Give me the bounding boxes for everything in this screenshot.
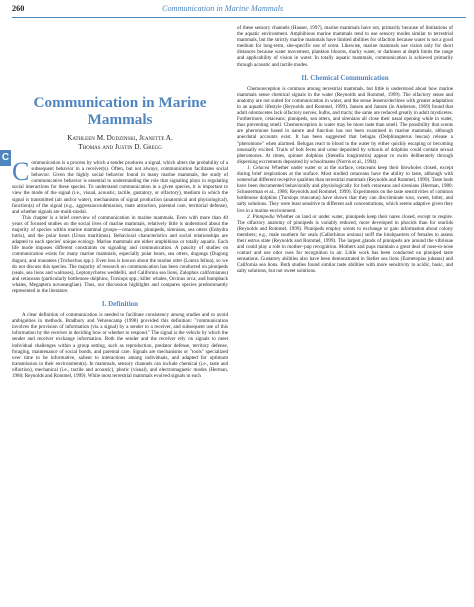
definition-paragraph: A clear definition of communication is needed to facilitate consistency among studies and to avoid ambiguities in methods. Bradbury and Vehrencamp (1998) provided this definition: "communication involves the provision of information (via a signal) by a sender to a receiver, and subsequent use of this information by the receiver in deciding how or whether to respond." The signal is the vehicle by which the sender and receiver exchange information. Both the sender and the receiver rely on signals to meet individual challenges within a group setting, such as reproduction, predator defense, territory defense, foraging, maintenance of social bonds, and parental care. Signals are mechanisms or "tools" specialized over time to be informative, salient to interactions among individuals, and adapted for optimum transmission in their environment(s). In mammals, sensory channels can include chemical (i.e., taste and olfaction), mechanical (i.e., tactile and acoustic), photic (visual), and electromagnetic modes (Herman, 1980; Reynolds and Rommel, 1999). While most terrestrial mammals evolved signals in each: [12, 312, 228, 379]
article-authors: [12, 134, 228, 152]
section-tab-letter: C: [0, 150, 11, 166]
cetacea-paragraph: 1. Cetacea Whether under water or at the surface, cetaceans keep their blowholes closed, except during brief respirations at the surface. Most studied cetaceans have the ability to taste, although with somewhat different receptive qualities than terrestrial mammals (Reynolds and Rommel, 1999). Taste buds have been documented behaviorally and physiologically for both cetaceans and sirenians (Herman, 1980; Schusterman et al., 1986; Reynolds and Rommel, 1999). Experiments on the taste sensitivities of common bottlenose dolphins (Tursiops truncatus) have shown that they can discriminate sour, sweet, bitter, and salty solutions. They were least sensitive to different salt concentrations, which seems adaptive given they live in a marine environment.: [237, 164, 454, 214]
authors-line1: Kathleen M. Dudzinski, Jeanette A.: [67, 134, 173, 142]
right-column: [237, 25, 453, 275]
article-title-line2: Mammals: [87, 110, 153, 128]
left-column: [12, 25, 228, 379]
cetacea-label: 1. Cetacea: [247, 164, 270, 171]
header-rule: [12, 17, 466, 18]
chemical-paragraph: Chemoreception is common among terrestrial mammals, but little is understood about how marine mammals sense chemical signals in the water (Reynolds and Rommel, 1999). The olfactory sense and anatomy are not suited for communication in water, and the sense lessens/declines with greater adaptation to an aquatic lifestyle (Reynolds and Rommel, 1999). Jansen and Jansen (in Anderson, 1969) found that adult odontocetes lack olfactory nerves, bulbs, and tracts; the same are reduced greatly in adult mysticetes. Furthermore, cetaceans, pinnipeds, sea otters, and sirenians all close their nasal opening while in water, thus preventing smell. Chemoreception in water may be more taste than smell. The possibility that scents are pheromone based in nature and function has not been examined in marine mammals, although anecdotal accounts exist. It has been suggested that belugas (Delphinapterus leucas) release a "pheromone" when alarmed. Belugas react to blood in the water by either quickly escaping or becoming unusually excited. Trails of bolt feces and urine deposited by schools of dolphins could contain sexual pheromones. At times, spinner dolphins (Stenella longirostris) appear to swim deliberately through dispersing excrements deposited by schoolmates (Norris et al., 1994).: [237, 85, 453, 165]
running-title: Communication in Marine Mammals: [162, 4, 284, 13]
page-header: [12, 4, 466, 18]
intro-paragraph-2: This chapter is a brief overview of communication in marine mammals. Even with more than 40 years of focused studies on the social lives of marine mammals, relatively little is understood about the majority of species within marine mammal groups—cetaceans, pinnipeds, sirenians, sea otters (Enhydra lutris), and the polar bears (Ursus maritimus). Behavioral characteristics and social relationships are adapted to each species' unique ecology. Marine mammals are either amphibious or totally aquatic. Each life mode imposes different constraints on signaling and communication. A paucity of studies on communication exists for many marine mammals, especially polar bears, sea otters, dugongs (Dugong dugon), and manatees (Trichechus spp.). Even less is known about the marine otter (Lontra felina), so we do not discuss this species. The majority of research on communication has been conducted on pinnipeds (seals, sea lions and walruses), Leptonychotes weddellii, and California sea lions, Zalophus californianus) and cetaceans (particularly bottlenose dolphins, Tursiops spp.; killer whales, Orcinus orca; and humpback whales, Megaptera novaeangliae). Thus, our discussion highlights and compares species predominantly represented in the literature.: [12, 214, 228, 294]
section-heading-definition: I. Definition: [101, 300, 139, 309]
page-number: 260: [12, 4, 25, 13]
article-title-line1: Communication in Marine: [33, 94, 207, 111]
pinnipedia-label: 2. Pinnipedia: [247, 213, 275, 220]
article-title: [12, 95, 228, 128]
pinnipedia-paragraph: 2. Pinnipedia Whether on land or under water, pinnipeds keep their nares closed, except to respire. The olfactory anatomy of pinnipeds is variably reduced, more developed in phocids than for otariids (Reynolds and Rommel, 1999). Pinnipeds employ scents to exchange or gain information about colony members; e.g., male southern fur seals (Callorhinus ursinus) sniff the hindquarters of females to assess their estrus state (Reynolds and Rommel, 1999). The largest glands of pinnipeds are around the vibrissae and could play a role in mother–pup recognition. Mothers and pups maintain a great deal of nose-to-nose contact and use odor cues for recognition in air. Little work has been conducted on pinniped taste sensations. Gustatory abilities also have been demonstrated in Steller sea lions (Eumetopias jubatus) and California sea lions. Both studies found similar taste abilities with more sensitivity to acidic, basic, and salty solutions, but not sweet solutions.: [237, 213, 453, 275]
continued-paragraph: of these sensory channels (Hauser, 1997), marine mammals have not, primarily because of limitations of the aquatic environment. Amphibious marine mammals tend to use sensory modes similar to terrestrial mammals, but the strictly marine mammals have limited abilities for olfaction because water is not a good medium for long-term, site-specific use of scent. Likewise, marine mammals use vision only for short distances because water movement, plankton blooms, murky water, or darkness at depth limits the range and applicability of vision in water. In totally aquatic mammals, communication is achieved primarily through acoustic and tactile modes.: [237, 25, 453, 68]
drop-cap: C: [12, 157, 30, 186]
intro-paragraph-1: Communication is a process by which a sender produces a signal, which alters the probability of a subsequent behavior in a receiver(s). Often, but not always, communication facilitates social behavior. Given the highly social behavior found in many marine mammals, the study of communicative behavior is essential to understanding the role that signaling plays in regulating social interactions for these species. To understand communication in a given species, it is important to view the mode of the signal (i.e., visual, acoustic, tactile, gustatory, or olfactory), medium in which the signal is transmitted (air and/or water), mechanisms of signal production (anatomical and physiological), function(s) of the signal (e.g., aggression/submission, mate attraction, parental care, territorial defense), and whether signals are multi-modal.: [12, 157, 228, 215]
section-heading-chemical: II. Chemical Communication: [301, 73, 389, 82]
authors-line2: Thomas and Justin D. Gregg: [78, 143, 162, 151]
